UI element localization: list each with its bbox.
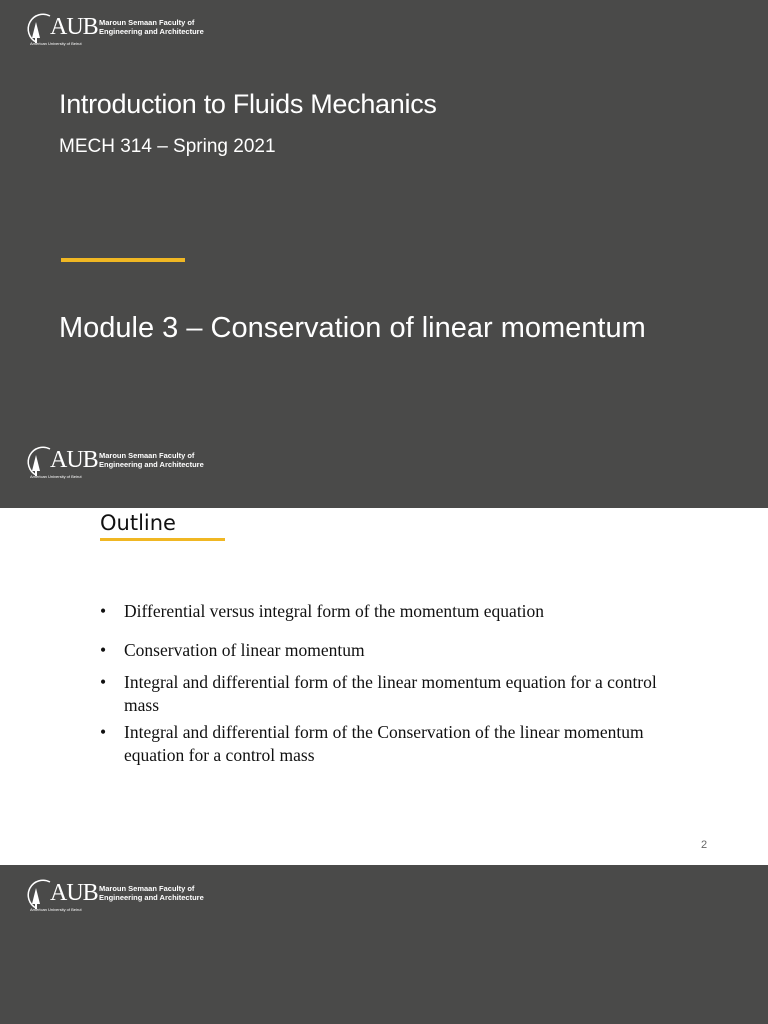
list-item: • Conservation of linear momentum [100,639,680,662]
aub-logo [24,878,204,922]
title-slide [0,0,768,508]
outline-heading: Outline [100,511,176,535]
aub-crest [24,445,98,489]
course-title: Introduction to Fluids Mechanics [59,89,437,119]
faculty-line-1: Maroun Semaan Faculty of [99,451,195,460]
aub-crest [24,12,98,56]
university-name: American University of Beirut [30,474,82,479]
accent-divider [61,258,185,262]
course-subtitle: MECH 314 – Spring 2021 [59,136,276,157]
aub-wordmark: AUB [50,14,98,40]
faculty-line-2: Engineering and Architecture [99,27,204,36]
list-item: • Differential versus integral form of the momentum equation [100,600,680,623]
faculty-name [99,18,204,36]
aub-crest [24,878,98,922]
outline-slide [0,508,768,865]
list-item: • Integral and differential form of the Conservation of the linear momentum equation for a control mass [100,721,680,767]
aub-wordmark: AUB [50,447,98,473]
list-item: • Integral and differential form of the linear momentum equation for a control mass [100,671,680,717]
university-name: American University of Beirut [30,907,82,912]
outline-underline [100,538,225,541]
module-title: Module 3 – Conservation of linear momentum [59,312,646,344]
faculty-line-1: Maroun Semaan Faculty of [99,18,195,27]
faculty-name [99,884,204,902]
aub-logo [24,12,204,56]
faculty-line-1: Maroun Semaan Faculty of [99,884,195,893]
page-number: 2 [701,839,708,851]
university-name: American University of Beirut [30,41,82,46]
faculty-name [99,451,204,469]
faculty-line-2: Engineering and Architecture [99,460,204,469]
faculty-line-2: Engineering and Architecture [99,893,204,902]
aub-logo-footer [24,445,204,489]
aub-wordmark: AUB [50,880,98,906]
next-slide [0,865,768,1024]
outline-list [100,600,680,767]
